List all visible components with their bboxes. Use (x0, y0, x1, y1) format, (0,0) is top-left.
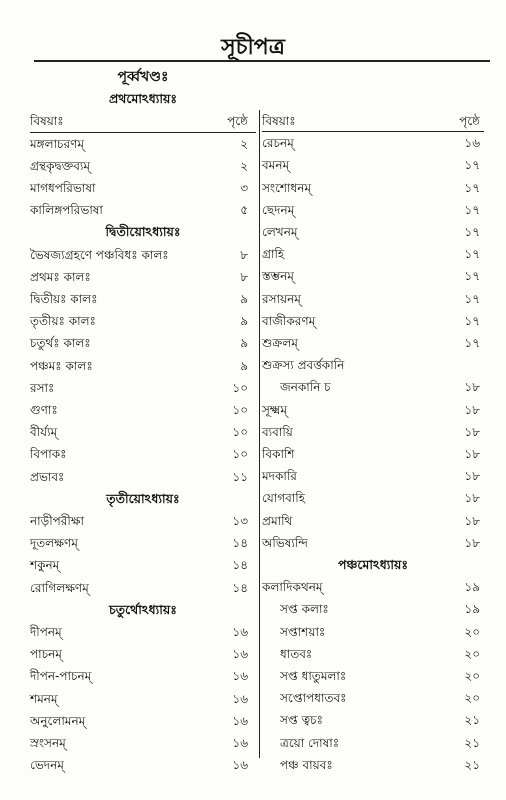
toc-entry (262, 399, 484, 421)
entry-label: সংশোধনম্ (262, 180, 312, 195)
entry-label: শমনম্ (30, 691, 58, 706)
entry-label: সপ্ত ত্বচঃ (280, 713, 324, 728)
page-number: ১৮ (464, 469, 480, 484)
toc-entry (30, 355, 256, 377)
page-number: ১৩ (232, 514, 248, 528)
page-number: ২১ (464, 757, 480, 772)
page-number: পৃষ্ঠে (227, 114, 248, 129)
page-number: ৯ (240, 292, 248, 306)
page-number: ১৮ (464, 513, 480, 528)
toc-entry (262, 487, 484, 509)
entry-label: মদকারি (262, 469, 297, 484)
chapter-heading (30, 88, 256, 110)
page-number: ১৯ (464, 580, 480, 595)
entry-label: বিষয়াঃ (262, 114, 296, 128)
page-number: ১৮ (464, 535, 480, 550)
toc-entry (262, 532, 484, 554)
page-number: ১০ (232, 380, 248, 395)
entry-label: সপ্ত ধাতুমলাঃ (280, 669, 347, 683)
entry-label: তৃতীয়োঽধ্যায়ঃ (106, 490, 180, 506)
toc-entry (30, 466, 256, 488)
toc-entry (262, 709, 484, 731)
page-number: ১৬ (232, 625, 248, 639)
entry-label: দূতলক্ষণম্ (30, 536, 78, 551)
page-number: ১৪ (232, 536, 248, 551)
chapter-heading (262, 554, 484, 576)
column-header (262, 110, 484, 132)
toc-entry (30, 710, 256, 732)
page-number: ১৭ (464, 225, 480, 239)
toc-entry (262, 354, 484, 376)
toc-entry (262, 598, 484, 620)
page-number: ১৭ (464, 313, 480, 328)
chapter-heading (30, 221, 256, 243)
page-number: ১৯ (464, 602, 480, 617)
page-number: ২ (240, 158, 248, 173)
chapter-heading (30, 66, 256, 88)
entry-label: ব্যবায়ি (262, 424, 293, 439)
entry-label: কলাদিকথনম্ (262, 580, 323, 595)
page-title: সূচীপত্র (221, 35, 285, 60)
entry-label: মাগধপরিভাষা (30, 181, 96, 195)
page-number: ১৭ (464, 336, 480, 350)
toc-entry (30, 665, 256, 687)
entry-label: অনুলোমনম্ (30, 713, 86, 728)
page-number: ১৪ (232, 580, 248, 595)
toc-entry (30, 155, 256, 177)
entry-label: সপ্তাশয়াঃ (280, 624, 326, 639)
entry-label: শুক্রলম্ (262, 336, 298, 350)
entry-label: পাচনম্ (30, 647, 62, 662)
entry-label: যোগবাহি (262, 491, 306, 506)
toc-entry (30, 288, 256, 310)
toc-entry (30, 421, 256, 443)
toc-entry (262, 576, 484, 598)
chapter-heading (30, 599, 256, 621)
entry-label: প্রথমঃ কালঃ (30, 269, 91, 284)
entry-label: প্রথমোঽধ্যায়ঃ (108, 91, 178, 107)
page-number: ৩ (240, 181, 248, 195)
page-number: ২ (240, 136, 248, 151)
page-number: ১৭ (464, 291, 480, 306)
chapter-heading (30, 488, 256, 510)
entry-label: রসায়নম্ (262, 291, 301, 306)
toc-entry (262, 310, 484, 332)
page-number: ১৮ (464, 447, 480, 461)
page-number: ১০ (232, 403, 248, 417)
toc-entry (30, 621, 256, 643)
entry-label: ধাতবঃ (280, 646, 313, 661)
toc-entry (262, 243, 484, 265)
toc-entry (262, 177, 484, 199)
entry-label: দ্বিতীয়ঃ কালঃ (30, 292, 98, 306)
entry-label: স্তম্ভনম্ (262, 269, 294, 284)
toc-entry (30, 199, 256, 221)
page-number: ১৮ (464, 380, 480, 395)
entry-label: ভৈষজ্যগ্রহণে পঞ্চবিধঃ কালঃ (30, 247, 169, 262)
page-number: ১৭ (464, 269, 480, 284)
entry-label: দ্বিতীয়োঽধ্যায়ঃ (105, 224, 181, 240)
entry-label: জনকানি চ (280, 380, 331, 395)
entry-label: বমনম্ (262, 158, 290, 173)
entry-label: সূক্ষ্মম্ (262, 402, 288, 417)
entry-label: বিকাশি (262, 447, 295, 461)
toc-entry (262, 621, 484, 643)
toc-entry (262, 154, 484, 176)
entry-label: সপ্তোপধাতবঃ (280, 691, 347, 706)
toc-entry (262, 221, 484, 243)
entry-label: দীপনম্ (30, 625, 62, 639)
page-number: ৮ (240, 269, 248, 284)
entry-label: বিপাকঃ (30, 447, 67, 462)
page-number: ২১ (464, 735, 480, 750)
toc-entry (262, 465, 484, 487)
entry-label: চতুর্থঃ কালঃ (30, 336, 91, 351)
toc-entry (262, 288, 484, 310)
toc-entry (262, 265, 484, 287)
page-number: ৯ (240, 336, 248, 351)
entry-label: ছেদনম্ (262, 202, 295, 217)
page-number: ৫ (240, 203, 248, 218)
entry-label: বীর্য্যম্ (30, 425, 58, 440)
page-number: ২১ (464, 713, 480, 728)
entry-label: কালিঙ্গপরিভাষা (30, 203, 103, 218)
page-number: ১৮ (464, 402, 480, 417)
page-number: ১৬ (232, 758, 248, 773)
entry-label: রেচনম্ (262, 136, 294, 151)
page-number: ২০ (464, 646, 480, 661)
page-number: ১৭ (464, 247, 480, 262)
toc-entry (30, 732, 256, 754)
entry-label: নাড়ীপরীক্ষা (30, 514, 85, 528)
toc-entry (30, 510, 256, 532)
entry-label: শুক্রস্য প্রবর্ত্তকানি (262, 358, 345, 373)
entry-label: পূর্ব্বখণ্ডঃ (117, 69, 169, 85)
toc-entry (262, 443, 484, 465)
page-number: ১৬ (232, 647, 248, 662)
page-number: ১৭ (464, 158, 480, 173)
entry-label: সপ্ত কলাঃ (280, 602, 329, 617)
entry-label: ভেদনম্ (30, 758, 64, 773)
toc-entry (262, 754, 484, 776)
toc-entry (30, 266, 256, 288)
page-number: ১৬ (232, 736, 248, 750)
entry-label: শকুনম্ (30, 558, 60, 573)
toc-entry (30, 332, 256, 354)
title-rule (34, 60, 490, 62)
entry-label: প্রভাবঃ (30, 469, 65, 484)
toc-entry (30, 577, 256, 599)
page-number: ২০ (464, 624, 480, 639)
toc-entry (30, 754, 256, 776)
entry-label: চতুর্থোঽধ্যায়ঃ (109, 601, 177, 617)
page-number: ১৭ (464, 180, 480, 195)
page-number: ১০ (232, 447, 248, 462)
toc-entry (262, 510, 484, 532)
page-number: ৯ (240, 314, 248, 329)
page-number: ১৮ (464, 491, 480, 506)
entry-label: দীপন-পাচনম্ (30, 669, 92, 684)
toc-entry (30, 643, 256, 665)
toc-entry (30, 443, 256, 465)
entry-label: রসাঃ (30, 380, 55, 395)
entry-label: গুণাঃ (30, 403, 58, 417)
page-number: ১৬ (232, 691, 248, 706)
toc-entry (30, 244, 256, 266)
page-number: পৃষ্ঠে (459, 114, 480, 128)
entry-label: বাজীকরণম্ (262, 313, 316, 328)
toc-entry (30, 399, 256, 421)
page-number: ১০ (232, 425, 248, 440)
entry-label: ত্রয়ো দোষাঃ (280, 735, 340, 750)
entry-label: গ্রন্থকৃদ্বক্তব্যম্ (30, 158, 91, 173)
entry-label: লেখনম্ (262, 225, 298, 239)
toc-entry (262, 687, 484, 709)
toc-entry (262, 732, 484, 754)
toc-entry (30, 177, 256, 199)
toc-entry (262, 376, 484, 398)
entry-label: পঞ্চমঃ কালঃ (30, 358, 93, 373)
page-number: ২০ (464, 669, 480, 683)
page-number: ১১ (232, 469, 248, 484)
entry-label: তৃতীয়ঃ কালঃ (30, 314, 96, 329)
toc-entry (262, 332, 484, 354)
toc-entry (262, 199, 484, 221)
toc-entry (30, 532, 256, 554)
page-number: ১৬ (232, 669, 248, 684)
entry-label: প্রমাথি (262, 513, 293, 528)
page-number: ১৬ (464, 136, 480, 151)
entry-label: পঞ্চমোঽধ্যায়ঃ (337, 557, 409, 572)
page-number: ৯ (240, 358, 248, 373)
entry-label: পঞ্চ বায়বঃ (280, 757, 333, 772)
toc-entry (262, 132, 484, 154)
page-number: ১৪ (232, 558, 248, 573)
column-header (30, 110, 256, 132)
page-number: ১৮ (464, 424, 480, 439)
page-number: ১৬ (232, 713, 248, 728)
toc-entry (30, 310, 256, 332)
toc-entry (30, 688, 256, 710)
entry-label: স্রংসনম্ (30, 736, 66, 750)
entry-label: গ্রাহি (262, 247, 285, 262)
page-number: ৮ (240, 247, 248, 262)
entry-label: বিষয়াঃ (30, 114, 64, 129)
toc-entry (30, 554, 256, 576)
toc-entry (262, 665, 484, 687)
toc-entry (262, 421, 484, 443)
entry-label: রোগিলক্ষণম্ (30, 580, 89, 595)
entry-label: মঙ্গলাচরণম্ (30, 136, 85, 151)
page-number: ২০ (464, 691, 480, 706)
toc-entry (30, 133, 256, 155)
toc-entry (30, 377, 256, 399)
toc-entry (262, 643, 484, 665)
page-number: ১৭ (464, 202, 480, 217)
entry-label: অভিষ্যন্দি (262, 535, 308, 550)
